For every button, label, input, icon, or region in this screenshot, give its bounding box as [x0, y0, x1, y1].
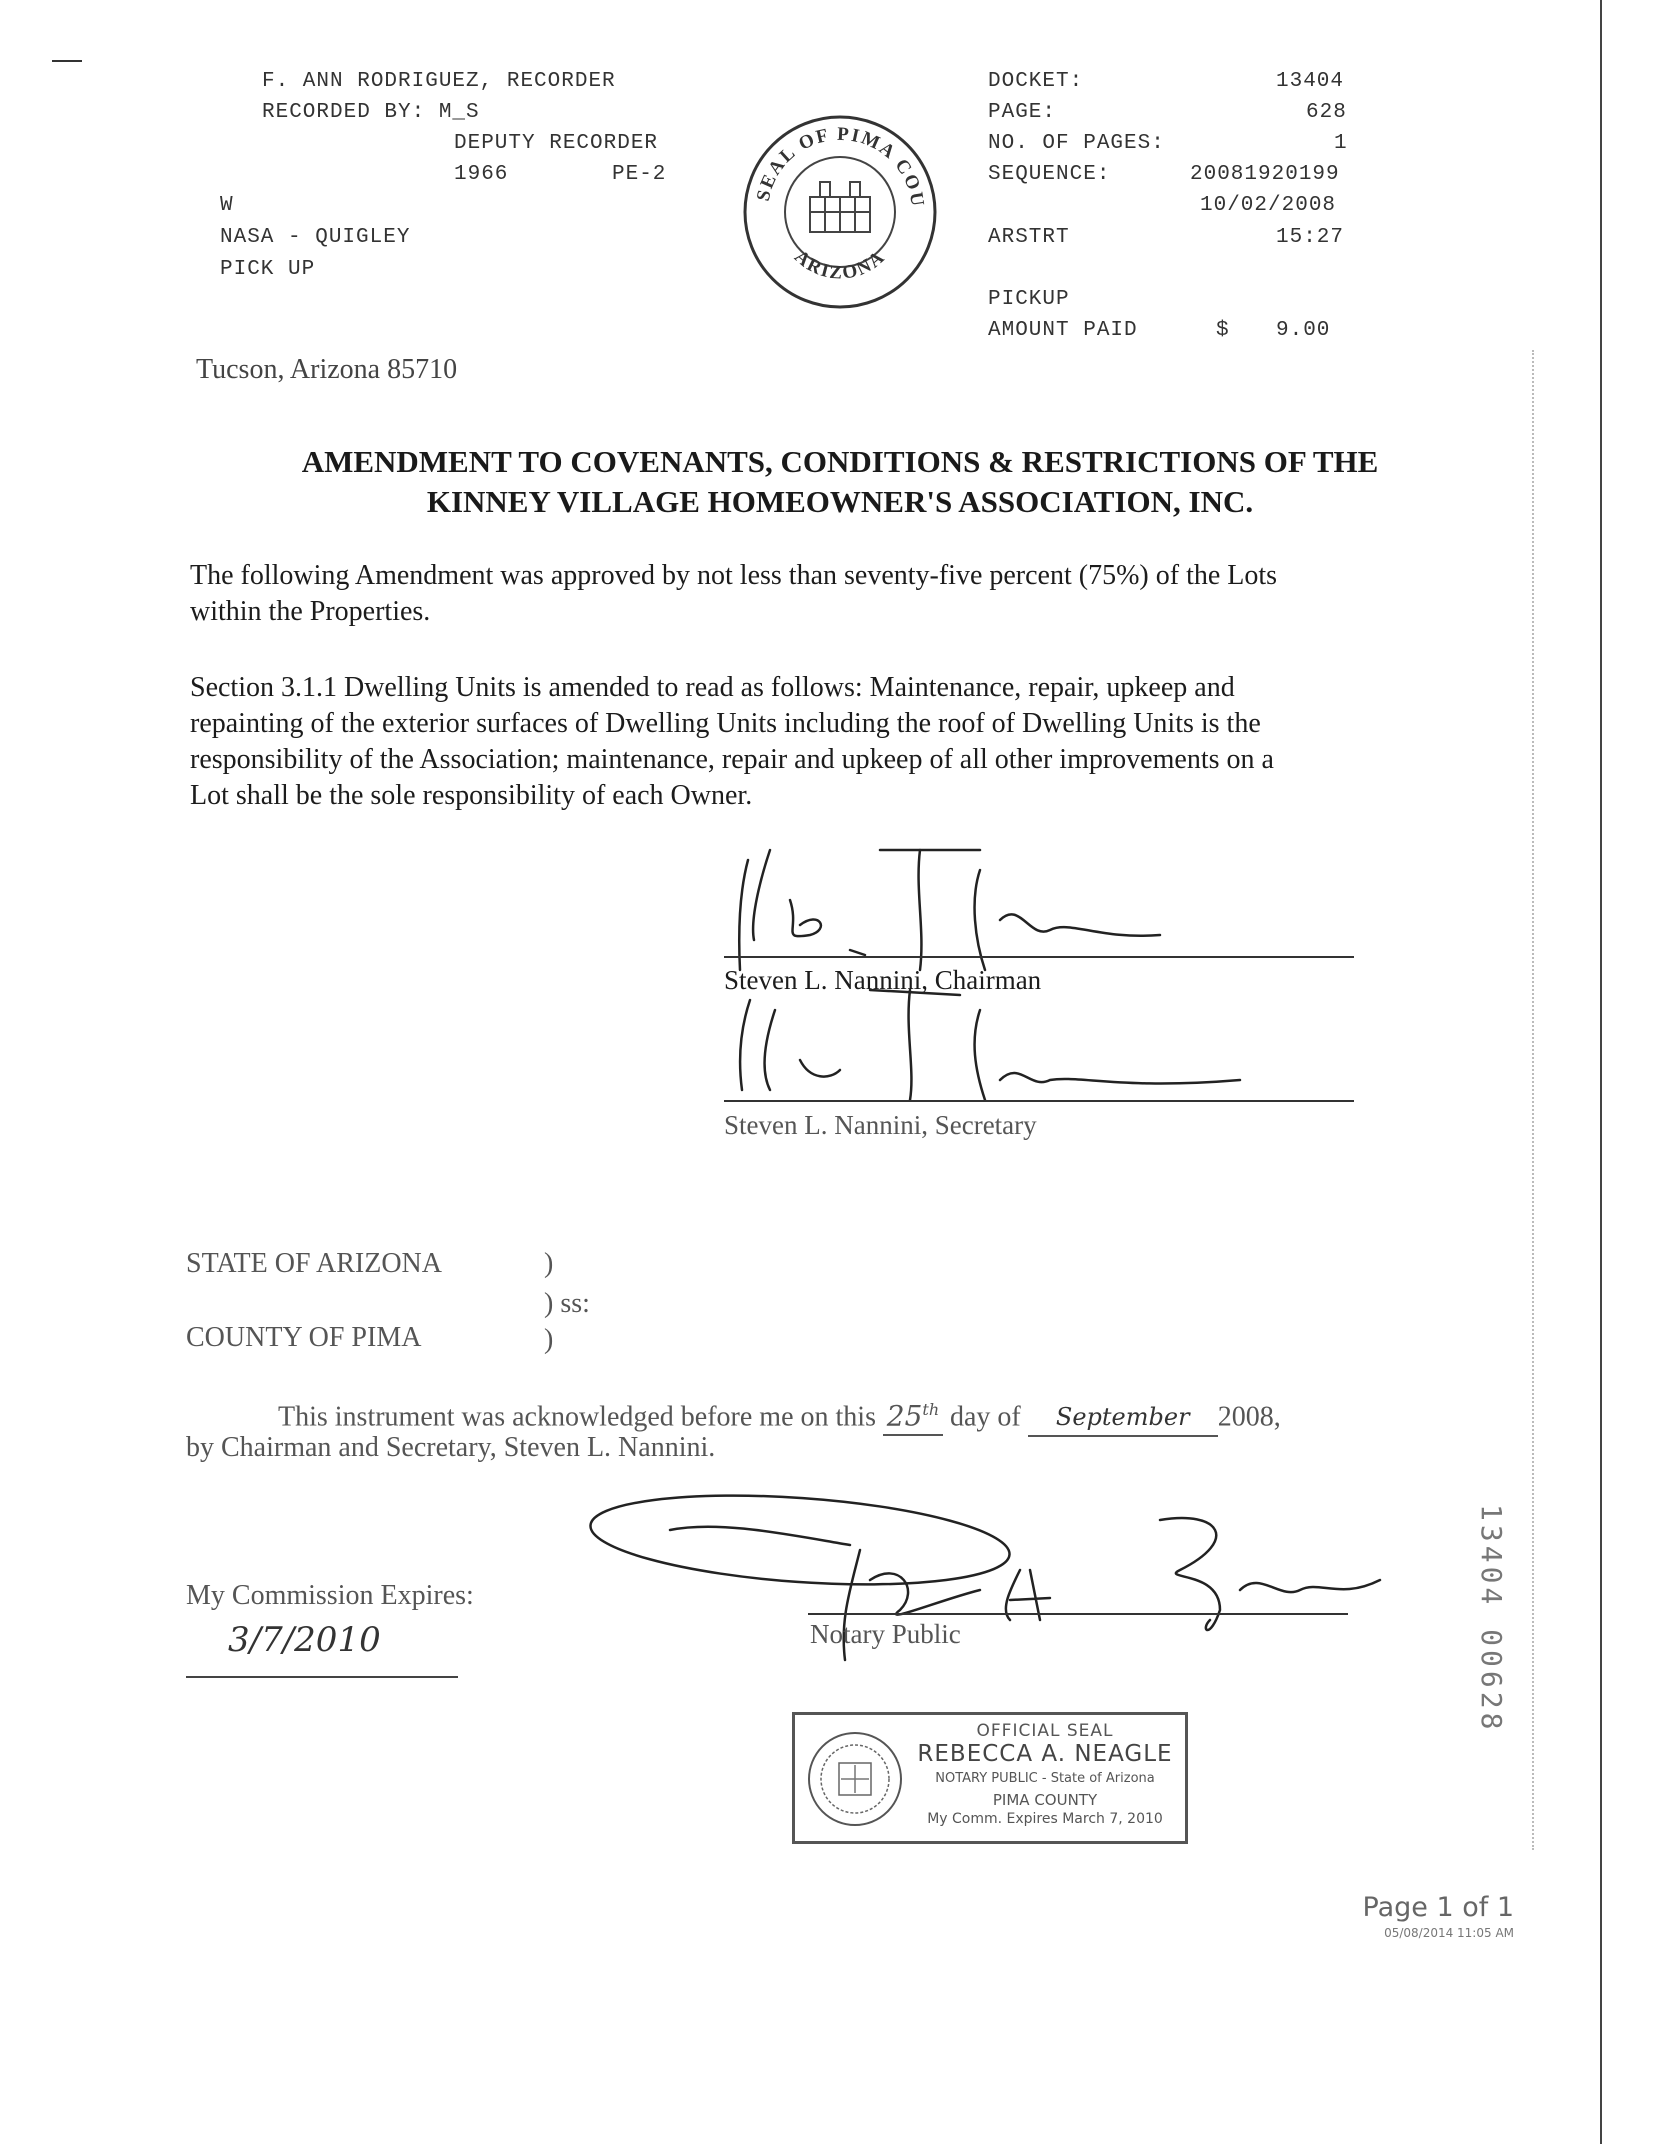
amount-currency: $ — [1216, 319, 1230, 342]
ack-month: September — [1028, 1399, 1218, 1437]
ack-day: 25th — [883, 1392, 943, 1436]
footer-timestamp: 05/08/2014 11:05 AM — [1384, 1926, 1514, 1940]
state-label: STATE OF ARIZONA — [186, 1248, 442, 1279]
title-line-2: KINNEY VILLAGE HOMEOWNER'S ASSOCIATION, INC. — [426, 484, 1254, 519]
acknowledgement-line-2: by Chairman and Secretary, Steven L. Nannini. — [186, 1432, 716, 1463]
pages-value: 1 — [1334, 132, 1348, 155]
sequence-value: 20081920199 — [1190, 163, 1340, 186]
chairman-signature-line — [724, 956, 1354, 958]
notary-seal-icon — [805, 1729, 905, 1829]
pickup-label: PICKUP — [988, 288, 1070, 311]
para1-line2: within the Properties. — [190, 596, 431, 627]
page-footer: Page 1 of 1 — [1362, 1892, 1514, 1923]
pages-label: NO. OF PAGES: — [988, 132, 1165, 155]
stamp-official-seal: OFFICIAL SEAL — [976, 1721, 1114, 1741]
notary-stamp — [792, 1712, 1188, 1844]
county-label: COUNTY OF PIMA — [186, 1322, 422, 1353]
deputy-recorder: DEPUTY RECORDER — [454, 132, 659, 155]
svg-text:ARIZONA — [790, 246, 889, 284]
docket-label: DOCKET: — [988, 70, 1084, 93]
para1-line1: The following Amendment was approved by not less than seventy-five percent (75%) of the Lots — [190, 560, 1278, 591]
title-line-1: AMENDMENT TO COVENANTS, CONDITIONS & RESTRICTIONS OF THE — [301, 444, 1379, 479]
amount-label: AMOUNT PAID — [988, 319, 1138, 342]
secretary-signature-line — [724, 1100, 1354, 1102]
para2-line4: Lot shall be the sole responsibility of each Owner. — [190, 780, 753, 811]
chairman-name: Steven L. Nannini, Chairman — [724, 965, 1042, 995]
sequence-label: SEQUENCE: — [988, 163, 1111, 186]
cut-off-address: Tucson, Arizona 85710 — [196, 354, 458, 385]
stamp-expiry: My Comm. Expires March 7, 2010 — [927, 1811, 1163, 1827]
secretary-name: Steven L. Nannini, Secretary — [724, 1110, 1037, 1140]
secretary-signature — [720, 980, 1280, 1110]
para2-line2: repainting of the exterior surfaces of Dwelling Units including the roof of Dwelling Units is the — [190, 708, 1261, 739]
ack-year: 2008, — [1217, 1401, 1281, 1433]
amount-value: 9.00 — [1276, 319, 1331, 342]
recorded-by: RECORDED BY: M_S — [262, 101, 480, 124]
seal-top-text: THE SEAL OF PIMA COUNTY — [731, 96, 929, 210]
notary-public-label: Notary Public — [810, 1619, 961, 1649]
recorder-code: 1966 — [454, 163, 509, 186]
docket-value: 13404 — [1276, 70, 1345, 93]
ss-label: ) ss: — [544, 1288, 590, 1319]
nasa-quigley: NASA - QUIGLEY — [220, 226, 411, 249]
pick-up: PICK UP — [220, 258, 316, 281]
arstrt-label: ARSTRT — [988, 226, 1070, 249]
recorded-time: 15:27 — [1276, 226, 1345, 249]
notary-signature-line — [808, 1613, 1348, 1615]
margin-code: 13404 00628 — [1475, 1504, 1508, 1734]
recorder-code-pe: PE-2 — [612, 163, 667, 186]
state-paren: ) — [544, 1248, 554, 1279]
ack-prefix: This instrument was acknowledged before me on this — [278, 1401, 876, 1433]
pima-county-seal — [731, 96, 940, 312]
stamp-county: PIMA COUNTY — [992, 1791, 1098, 1809]
page-value: 628 — [1306, 101, 1347, 124]
commission-date: 3/7/2010 — [228, 1620, 381, 1660]
para2-line1: Section 3.1.1 Dwelling Units is amended to read as follows: Maintenance, repair, upkeep and — [190, 672, 1235, 703]
recorder-w: W — [220, 194, 234, 217]
seal-bottom-text: ARIZONA — [790, 246, 890, 284]
scan-mark — [52, 60, 82, 62]
scan-border-line — [1600, 0, 1602, 2144]
ack-day-of: day of — [949, 1401, 1021, 1433]
para2-line3: responsibility of the Association; maintenance, repair and upkeep of all other improvements on a — [190, 744, 1274, 775]
scan-dashed-line — [1532, 350, 1534, 1850]
notary-signature — [560, 1480, 1440, 1680]
stamp-notary-name: REBECCA A. NEAGLE — [917, 1741, 1173, 1767]
recorded-date: 10/02/2008 — [1200, 194, 1337, 217]
county-paren: ) — [544, 1324, 554, 1355]
recorder-name: F. ANN RODRIGUEZ, RECORDER — [262, 70, 616, 93]
stamp-state: NOTARY PUBLIC - State of Arizona — [935, 1771, 1155, 1786]
commission-line — [186, 1676, 458, 1678]
page-label: PAGE: — [988, 101, 1057, 124]
commission-label: My Commission Expires: — [186, 1580, 474, 1611]
